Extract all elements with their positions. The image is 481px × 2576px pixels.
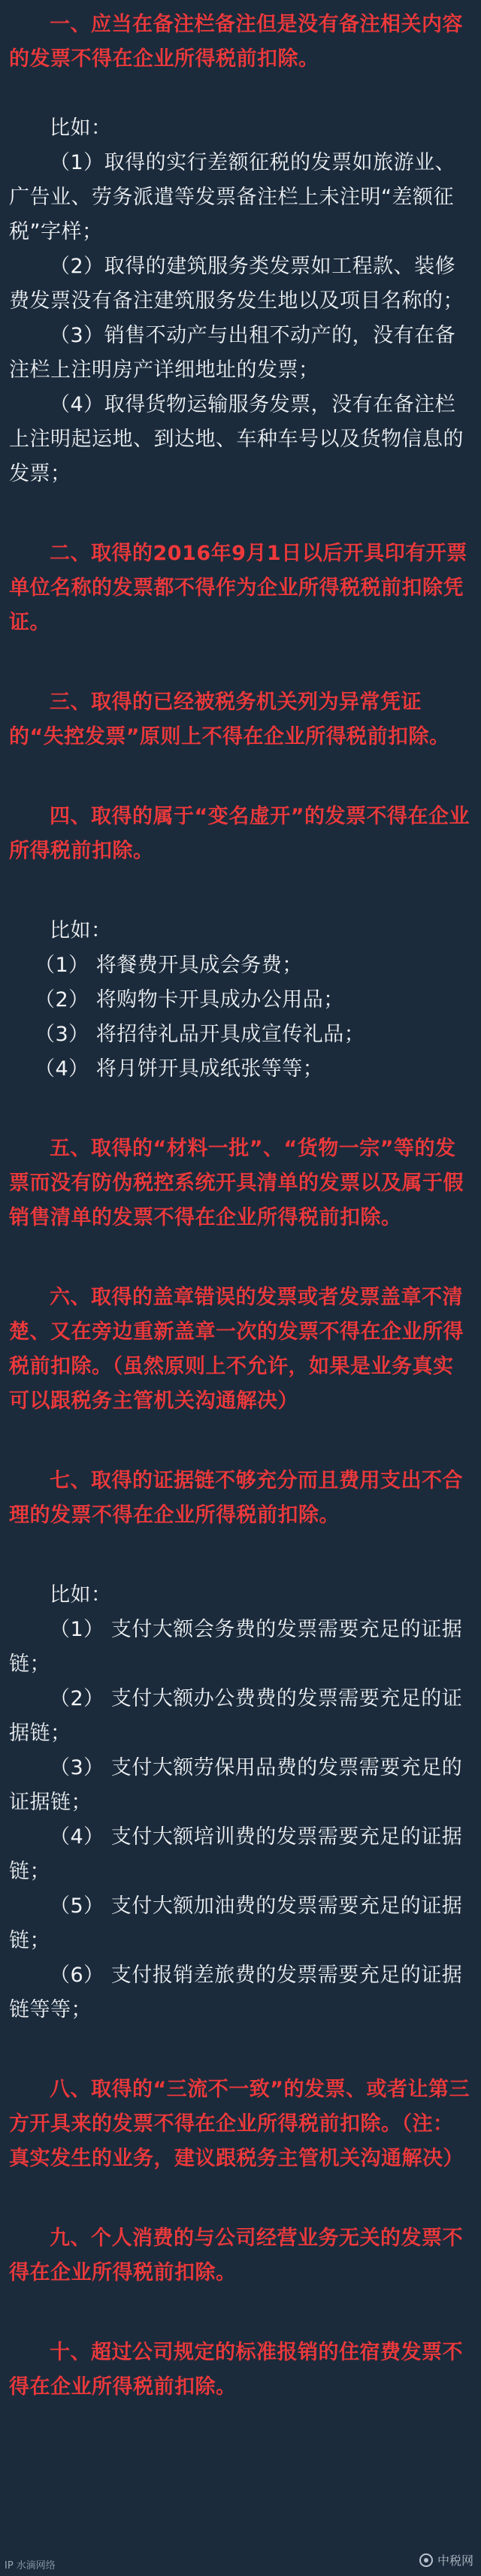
- section-7-item-6: （6） 支付报销差旅费的发票需要充足的证据链等等；: [9, 1964, 463, 2021]
- spacer: [9, 2176, 472, 2221]
- section-4-heading: 四、取得的属于“变名虚开”的发票不得在企业所得税前扣除。: [9, 805, 470, 863]
- section-7-item-2: （2） 支付大额办公费费的发票需要充足的证据链；: [9, 1687, 463, 1745]
- spacer: [9, 1235, 472, 1280]
- section-7-item-5: （5） 支付大额加油费的发票需要充足的证据链；: [9, 1894, 463, 1952]
- section-6-heading: 六、取得的盖章错误的发票或者发票盖章不清楚、又在旁边重新盖章一次的发票不得在企业所得税前扣除。（虽然原则上不允许，如果是业务真实可以跟税务主管机关沟通解决）: [9, 1286, 464, 1413]
- watermark-right-label: 中税网: [437, 2553, 473, 2568]
- section-9-heading: 九、个人消费的与公司经营业务无关的发票不得在企业所得税前扣除。: [9, 2227, 463, 2284]
- section-1-intro: 比如：: [50, 116, 112, 140]
- section-1-item-3: （3）销售不动产与出租不动产的，没有在备注栏上注明房产详细地址的发票；: [9, 324, 456, 382]
- spacer: [9, 1533, 472, 1578]
- section-7-item-3: （3） 支付大额劳保用品费的发票需要充足的证据链；: [9, 1756, 463, 1814]
- section-1-item-1: （1）取得的实行差额征税的发票如旅游业、广告业、劳务派遣等发票备注栏上未注明“差额征税”字样；: [9, 151, 456, 243]
- spacer: [9, 640, 472, 685]
- section-8-heading: 八、取得的“三流不一致”的发票、或者让第三方开具来的发票不得在企业所得税前扣除。（注：真实发生的业务，建议跟税务主管机关沟通解决）: [9, 2078, 470, 2170]
- spacer: [9, 869, 472, 914]
- section-7-item-1: （1） 支付大额会务费的发票需要充足的证据链；: [9, 1618, 463, 1676]
- section-1-item-4: （4）取得货物运输服务发票，没有在备注栏上注明起运地、到达地、车种车号以及货物信息的发票；: [9, 393, 464, 485]
- spacer: [9, 77, 472, 111]
- brand-logo-icon: [419, 2553, 433, 2567]
- section-7-item-4: （4） 支付大额培训费的发票需要充足的证据链；: [9, 1825, 463, 1883]
- watermark-left: IP 水滴网络: [5, 2560, 56, 2571]
- section-4-item-3: （3） 将招待礼品开具成宣传礼品；: [35, 1023, 365, 1046]
- spacer: [9, 1419, 472, 1464]
- spacer: [9, 1087, 472, 1132]
- watermark-right: [419, 2551, 473, 2568]
- section-7-intro: 比如：: [50, 1583, 112, 1607]
- section-4-intro: 比如：: [50, 919, 112, 942]
- section-1-item-2: （2）取得的建筑服务类发票如工程款、装修费发票没有备注建筑服务发生地以及项目名称的；: [9, 255, 464, 313]
- spacer: [9, 754, 472, 800]
- section-3-heading: 三、取得的已经被税务机关列为异常凭证的“失控发票”原则上不得在企业所得税前扣除。: [9, 691, 450, 748]
- section-7-heading: 七、取得的证据链不够充分而且费用支出不合理的发票不得在企业所得税前扣除。: [9, 1469, 463, 1527]
- section-4-item-4: （4） 将月饼开具成纸张等等；: [35, 1057, 324, 1081]
- section-5-heading: 五、取得的“材料一批”、“货物一宗”等的发票而没有防伪税控系统开具清单的发票以及属于假销售清单的发票不得在企业所得税前扣除。: [9, 1137, 464, 1229]
- spacer: [9, 2027, 472, 2073]
- section-10-heading: 十、超过公司规定的标准报销的住宿费发票不得在企业所得税前扣除。: [9, 2341, 463, 2399]
- spacer: [9, 2290, 472, 2336]
- section-2-heading: 二、取得的2016年9月1日以后开具印有开票单位名称的发票都不得作为企业所得税税前扣除凭证。: [9, 542, 467, 634]
- section-4-item-1: （1） 将餐费开具成会务费；: [35, 954, 303, 977]
- section-4-item-2: （2） 将购物卡开具成办公用品；: [35, 988, 344, 1011]
- section-1-heading: 一、应当在备注栏备注但是没有备注相关内容的发票不得在企业所得税前扣除。: [9, 13, 463, 71]
- spacer: [9, 491, 472, 537]
- article-content: [9, 8, 472, 2405]
